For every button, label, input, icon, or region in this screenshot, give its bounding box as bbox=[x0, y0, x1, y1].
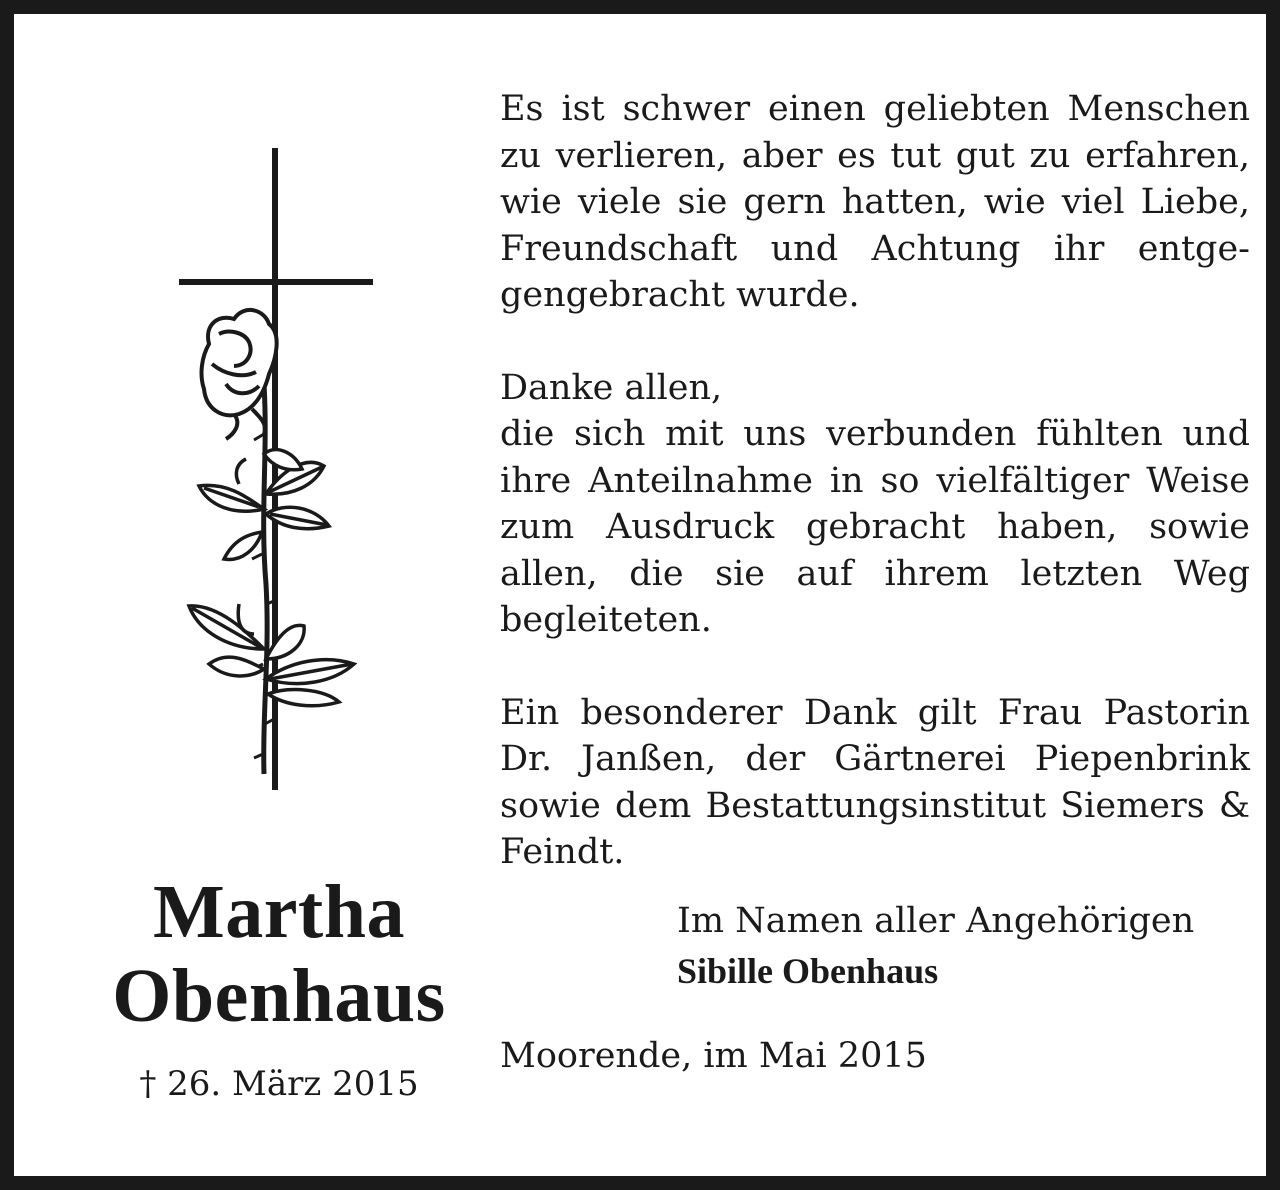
signature-block bbox=[677, 898, 1250, 995]
thanks-greeting: Danke allen, bbox=[500, 367, 723, 408]
message-paragraph-3: Ein besonderer Dank gilt Frau Pastorin Dr. Janßen, der Gärtnerei Piepenbrink sowie dem Bestattungsinstitut Siemers & Feindt. bbox=[500, 692, 1250, 872]
thanks-text: die sich mit uns verbunden fühlten und ihre Anteilnahme in so vielfältiger Weise zum Ausdruck gebracht haben, sowie allen, die sie auf ihrem letzten Weg begleiteten. bbox=[500, 414, 1250, 640]
deceased-first-name: Martha bbox=[152, 870, 406, 954]
signature-intro: Im Namen aller Angehörigen bbox=[677, 900, 1195, 941]
cross-with-rose-icon bbox=[164, 134, 384, 794]
signature-name: Sibille Obenhaus bbox=[677, 951, 939, 991]
left-column bbox=[14, 14, 484, 1176]
message-paragraph-2 bbox=[500, 365, 1250, 644]
death-date: † 26. März 2015 bbox=[139, 1064, 419, 1104]
message-paragraph-1: Es ist schwer einen geliebten Menschen zu verlieren, aber es tut gut zu erfahren, wie viele sie gern hatten, wie viel Liebe, Freundschaft und Achtung ihr entgegengebracht wurde. bbox=[500, 89, 1250, 315]
message-column bbox=[500, 86, 1250, 1079]
deceased-last-name: Obenhaus bbox=[112, 954, 446, 1038]
place-date: Moorende, im Mai 2015 bbox=[500, 1035, 927, 1076]
